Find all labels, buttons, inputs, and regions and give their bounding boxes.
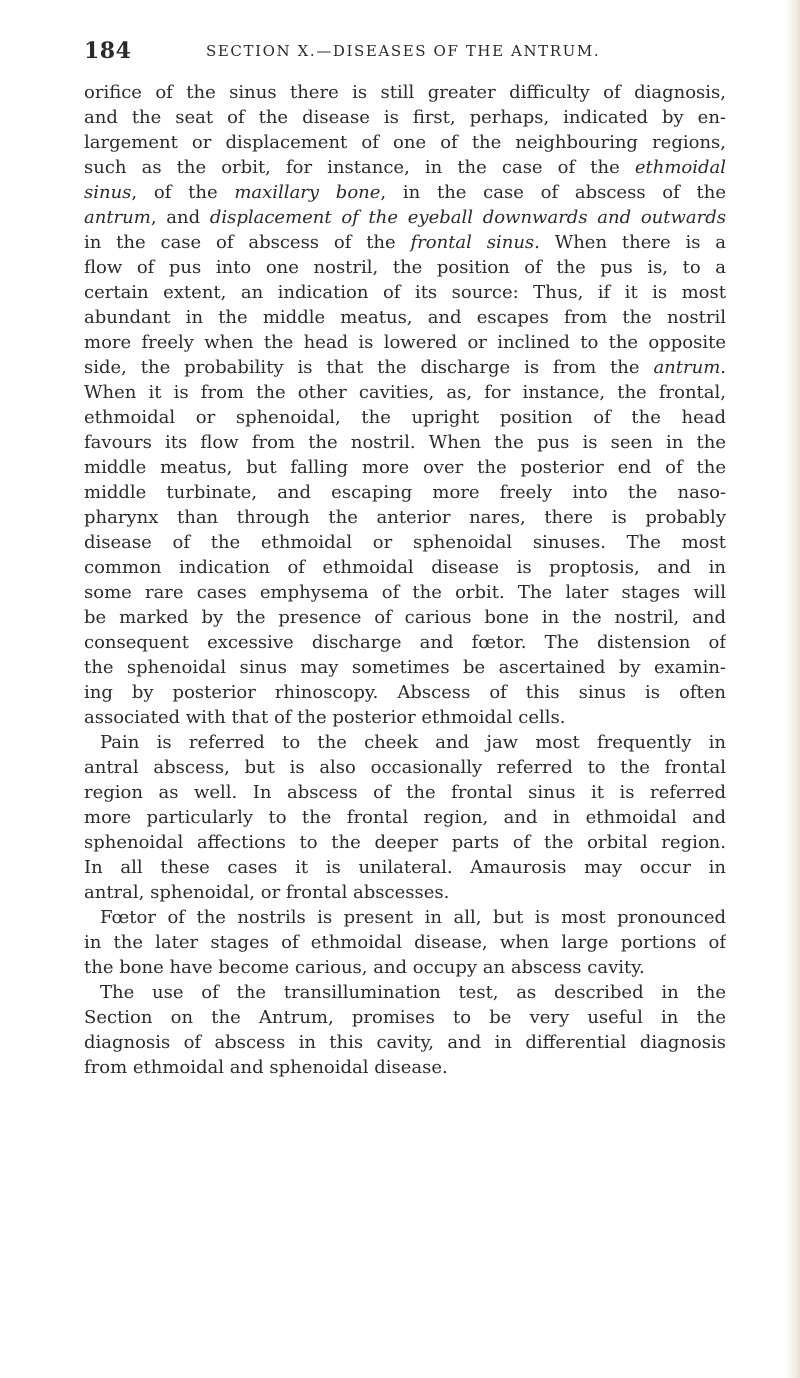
text-line: orifice of the sinus there is still greater difficulty of diagnosis, [84, 82, 726, 103]
running-title: SECTION X.—DISEASES OF THE ANTRUM. [206, 42, 601, 60]
text-line: from ethmoidal and sphenoidal disease. [84, 1057, 448, 1078]
text-line: Pain is referred to the cheek and jaw most frequently in [100, 732, 726, 753]
text-line: middle turbinate, and escaping more freely into the naso- [84, 482, 726, 503]
text-line: some rare cases emphysema of the orbit. The later stages will [84, 582, 726, 603]
text-line: region as well. In abscess of the frontal sinus it is referred [84, 782, 726, 803]
text-line: ing by posterior rhinoscopy. Abscess of this sinus is often [84, 682, 726, 703]
text-line: sinus, of the maxillary bone, in the case of abscess of the [84, 182, 726, 203]
text-line: middle meatus, but falling more over the posterior end of the [84, 457, 726, 478]
text-line: antral abscess, but is also occasionally referred to the frontal [84, 757, 726, 778]
text-line: the sphenoidal sinus may sometimes be ascertained by examin- [84, 657, 726, 678]
page-number: 184 [84, 38, 132, 64]
page-edge-shadow [786, 0, 800, 1378]
text-line: flow of pus into one nostril, the position of the pus is, to a [84, 257, 726, 278]
text-line: common indication of ethmoidal disease is proptosis, and in [84, 557, 726, 578]
text-line: associated with that of the posterior ethmoidal cells. [84, 707, 566, 728]
text-line: disease of the ethmoidal or sphenoidal sinuses. The most [84, 532, 726, 553]
text-line: Section on the Antrum, promises to be very useful in the [84, 1007, 726, 1028]
text-line: more freely when the head is lowered or inclined to the opposite [84, 332, 726, 353]
text-line: antrum, and displacement of the eyeball downwards and outwards [84, 207, 726, 228]
text-line: side, the probability is that the discharge is from the antrum. [84, 357, 726, 378]
text-line: When it is from the other cavities, as, for instance, the frontal, [84, 382, 726, 403]
text-line: the bone have become carious, and occupy an abscess cavity. [84, 957, 645, 978]
text-line: more particularly to the frontal region, and in ethmoidal and [84, 807, 726, 828]
text-line: in the later stages of ethmoidal disease, when large portions of [84, 932, 726, 953]
text-line: consequent excessive discharge and fœtor. The distension of [84, 632, 726, 653]
book-page [84, 38, 726, 1080]
text-line: and the seat of the disease is first, perhaps, indicated by en- [84, 107, 726, 128]
text-line: sphenoidal affections to the deeper parts of the orbital region. [84, 832, 726, 853]
text-line: ethmoidal or sphenoidal, the upright position of the head [84, 407, 726, 428]
text-line: favours its flow from the nostril. When the pus is seen in the [84, 432, 726, 453]
text-line: Fœtor of the nostrils is present in all, but is most pronounced [100, 907, 726, 928]
text-line: antral, sphenoidal, or frontal abscesses. [84, 882, 450, 903]
text-line: The use of the transillumination test, as described in the [100, 982, 726, 1003]
page-header [84, 38, 726, 68]
text-line: in the case of abscess of the frontal sinus. When there is a [84, 232, 726, 253]
body-text [84, 80, 726, 1080]
text-line: certain extent, an indication of its source: Thus, if it is most [84, 282, 726, 303]
text-line: In all these cases it is unilateral. Amaurosis may occur in [84, 857, 726, 878]
text-line: such as the orbit, for instance, in the case of the ethmoidal [84, 157, 726, 178]
text-line: largement or displacement of one of the neighbouring regions, [84, 132, 726, 153]
text-line: pharynx than through the anterior nares, there is probably [84, 507, 726, 528]
text-line: be marked by the presence of carious bone in the nostril, and [84, 607, 726, 628]
text-line: abundant in the middle meatus, and escapes from the nostril [84, 307, 726, 328]
text-line: diagnosis of abscess in this cavity, and in differential diagnosis [84, 1032, 726, 1053]
